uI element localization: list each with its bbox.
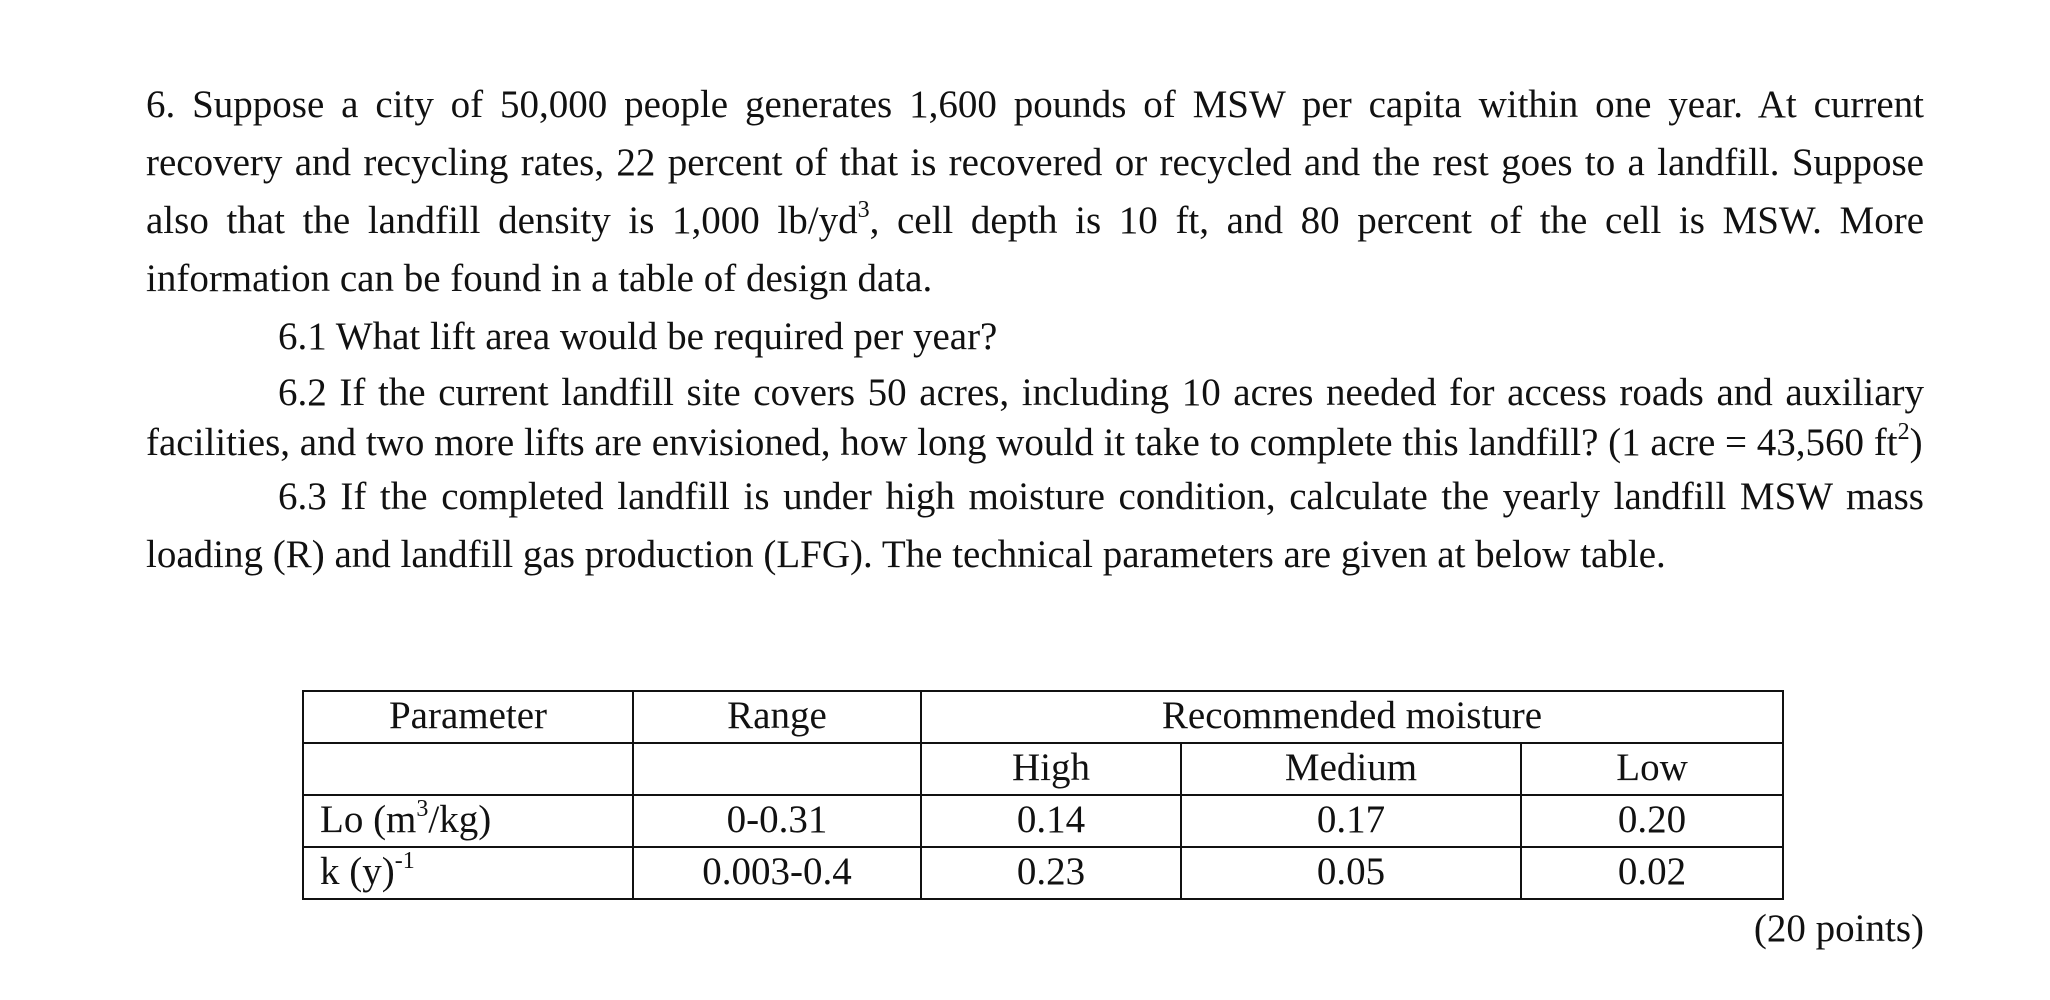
range-cell: 0-0.31 [633, 795, 921, 847]
medium-cell: 0.05 [1181, 847, 1521, 899]
header-recommended-moisture: Recommended moisture [921, 691, 1783, 743]
medium-cell: 0.17 [1181, 795, 1521, 847]
q2-superscript: 2 [1897, 419, 1910, 445]
problem-document [146, 76, 1924, 584]
header-high: High [921, 743, 1181, 795]
question-6-3: 6.3 If the completed landfill is under high moisture condition, calculate the yearly landfill MSW mass loading (R) and landfill gas production (LFG). The technical parameters are given at below table. [146, 475, 1924, 576]
table-row [303, 847, 1783, 899]
subheader-empty-cell [303, 743, 633, 795]
high-cell: 0.23 [921, 847, 1181, 899]
low-cell: 0.02 [1521, 847, 1783, 899]
header-medium: Medium [1181, 743, 1521, 795]
param-superscript: 3 [416, 796, 429, 822]
param-name: Lo (m [320, 798, 417, 841]
header-parameter: Parameter [303, 691, 633, 743]
question-6-2 [146, 368, 1924, 468]
intro-superscript: 3 [857, 197, 870, 223]
param-cell [303, 795, 633, 847]
q2-text-b: ) [1909, 421, 1923, 464]
param-unit-tail: /kg) [428, 798, 492, 841]
intro-text-a: 6. Suppose a city of 50,000 people generates 1,600 pounds of MSW per capita within one year. At current recovery and recycling rates, 22 percent of that is recovered or recycled and the rest goes to a landfill. Suppose also that the landfill density is 1,000 lb/yd [146, 83, 1924, 242]
high-cell: 0.14 [921, 795, 1181, 847]
low-cell: 0.20 [1521, 795, 1783, 847]
header-range: Range [633, 691, 921, 743]
table-row [303, 795, 1783, 847]
parameter-table [302, 690, 1784, 900]
problem-intro [146, 76, 1924, 308]
range-cell: 0.003-0.4 [633, 847, 921, 899]
param-name: k (y) [320, 850, 395, 893]
points-label: (20 points) [1753, 907, 1924, 950]
subheader-empty-cell [633, 743, 921, 795]
param-cell [303, 847, 633, 899]
intro-text-b: , cell depth is 10 ft, and 80 percent of the cell is MSW. More information can be found in a table of design data. [146, 199, 1924, 300]
question-6-1: 6.1 What lift area would be required per year? [278, 315, 998, 358]
header-low: Low [1521, 743, 1783, 795]
q2-text-a: 6.2 If the current landfill site covers 50 acres, including 10 acres needed for access roads and auxiliary facilities, and two more lifts are envisioned, how long would it take to complete this landfill? (1 acre = 43,560 ft [146, 371, 1924, 464]
param-superscript: -1 [394, 848, 415, 874]
table-subheader-row [303, 743, 1783, 795]
table-header-row [303, 691, 1783, 743]
